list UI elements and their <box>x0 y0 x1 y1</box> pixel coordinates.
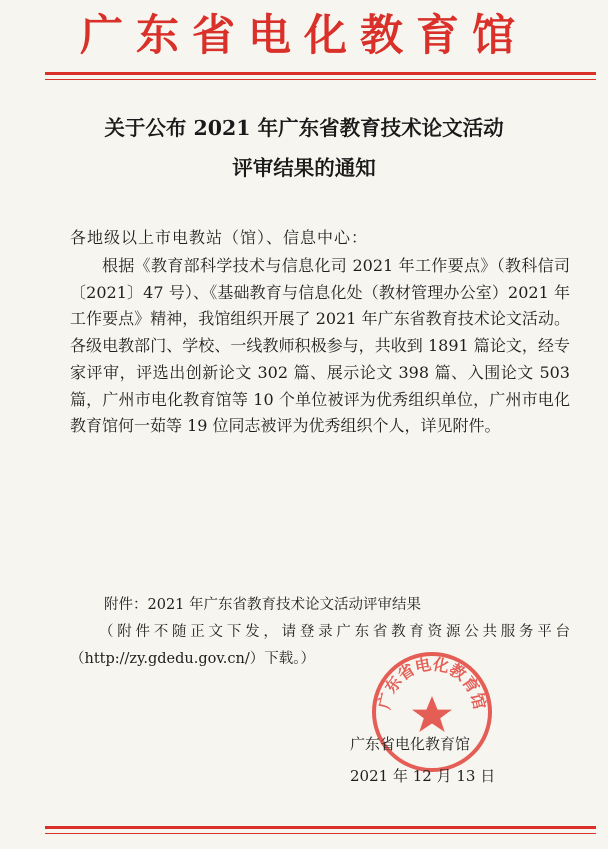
star-icon <box>412 696 452 732</box>
footer-rule-thin <box>45 833 596 834</box>
attachment-note: （附件不随正文下发，请登录广东省教育资源公共服务平台（http://zy.gdedu.gov.cn/）下载。） <box>70 624 570 667</box>
notice-title-line-1: 关于公布 2021 年广东省教育技术论文活动 <box>104 116 504 140</box>
letterhead-rule-thick <box>45 72 596 75</box>
signature-date: 2021 年 12 月 13 日 <box>350 767 496 785</box>
notice-body: 根据《教育部科学技术与信息化司 2021 年工作要点》（教科信司〔2021〕47 号）、《基础教育与信息化处（教材管理办公室）2021 年工作要点》精神，我馆组织开展了 2021 年广东省教育技术论文活动。各级电教部门、学校、一线教师积极参与，共收到 1891 篇论文，经专家评审，评选出创新论文 302 篇、展示论文 398 篇、入围论文 503 篇，广州市电化教育馆等 10 个单位被评为优秀组织单位，广州市电化教育馆何一茹等 19 位同志被评为优秀组织个人，详见附件。 <box>70 256 570 436</box>
notice-title-line-2: 评审结果的通知 <box>232 156 376 180</box>
salutation: 各地级以上市电教站（馆）、信息中心： <box>70 228 369 247</box>
signature-org: 广东省电化教育馆 <box>350 735 471 753</box>
letterhead-rule-thin <box>45 79 596 80</box>
letterhead-title: 广东省电化教育馆 <box>80 11 528 61</box>
footer-rule-thick <box>45 826 596 829</box>
seal-text: 广东省电化教育馆 <box>374 654 490 712</box>
attachment-label: 附件：2021 年广东省教育技术论文活动评审结果 <box>104 597 422 613</box>
signature-block <box>350 728 495 792</box>
notice-title <box>30 108 578 188</box>
attachment-section <box>70 592 570 673</box>
